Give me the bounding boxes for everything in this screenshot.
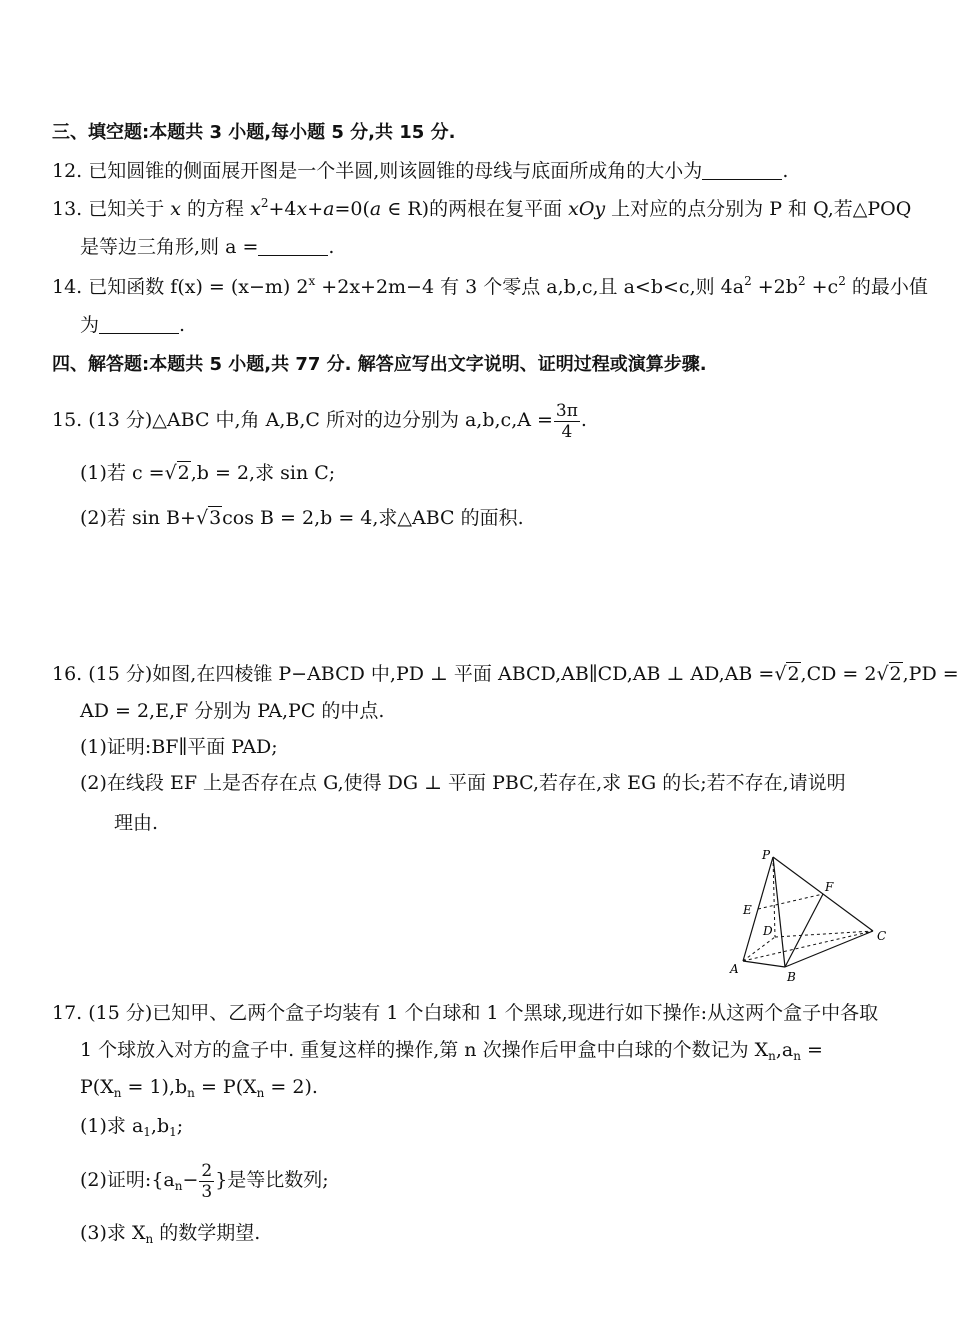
q17-s2den: 3 [201, 1181, 213, 1202]
question-15-part-2 [80, 505, 524, 531]
q14-sup4: 2 [838, 274, 846, 288]
edge-AD [743, 937, 775, 961]
q15-s2root: 3 [209, 507, 222, 529]
q14-sup3: 2 [797, 274, 806, 288]
q12-end: . [782, 160, 789, 182]
q13-eq-a: x [250, 198, 261, 220]
q13-p2: 的方程 [181, 198, 251, 220]
q17-s1b: ,b [150, 1115, 170, 1137]
question-14-line-2 [80, 312, 185, 338]
q16-line-2: AD = 2,E,F 分别为 PA,PC 的中点. [80, 700, 385, 722]
q14-p3: +2b [751, 276, 798, 298]
q14-p4: +c [805, 276, 839, 298]
q17-l3c: = P(X [194, 1076, 257, 1098]
question-16 [52, 661, 959, 687]
q12-answer-blank[interactable] [702, 159, 782, 180]
section-3-title: 三、填空题:本题共 3 小题,每小题 5 分,共 15 分. [52, 122, 456, 143]
q17-s2b: − [182, 1169, 199, 1191]
label-P: P [762, 848, 771, 862]
q15-s2b: cos B = 2,b = 4,求△ABC 的面积. [222, 507, 524, 529]
q13-p1: 13. 已知关于 [52, 198, 171, 220]
question-13 [52, 196, 911, 222]
q14-answer-blank[interactable] [99, 313, 179, 334]
pyramid-figure [725, 845, 895, 985]
q17-part-2 [80, 1158, 329, 1202]
q17-l2sub2: n [793, 1049, 801, 1063]
edge-AB [743, 961, 785, 967]
question-13-line-2 [80, 234, 334, 260]
q17-s2a: (2)证明:{a [80, 1169, 175, 1191]
q16-part-2-line-2: 理由. [114, 812, 159, 834]
q14-p5: 的最小值 [845, 276, 928, 298]
q17-s3a: (3)求 X [80, 1222, 146, 1244]
label-A: A [730, 962, 739, 976]
q17-part-3 [80, 1220, 260, 1246]
label-C: C [877, 929, 887, 943]
q13-plane: xOy [568, 198, 606, 220]
q17-l3d: = 2). [264, 1076, 318, 1098]
edge-DC [775, 931, 873, 937]
q17-s2num: 2 [201, 1160, 213, 1181]
q13-eq-b: +4 [268, 198, 297, 220]
q15-head: 15. (13 分)△ABC 中,角 A,B,C 所对的边分别为 a,b,c,A = [52, 409, 553, 431]
q14-p2: +2x+2m−4 有 3 个零点 a,b,c,且 a<b<c,则 4a [315, 276, 745, 298]
q17-s3sub: n [145, 1232, 154, 1246]
q17-line-3 [80, 1074, 318, 1100]
label-E: E [743, 903, 752, 917]
q13-eq-a-sup: 2 [260, 196, 269, 210]
q14-line2: 为 [80, 314, 100, 336]
label-F: F [825, 880, 834, 894]
q17-s1sub1: 1 [143, 1125, 151, 1139]
label-D: D [763, 924, 773, 938]
question-14 [52, 274, 928, 300]
q17-l3sub1: n [113, 1086, 122, 1100]
q17-line-2 [80, 1037, 823, 1063]
q13-eq-h: ∈ R)的两根在复平面 [381, 198, 569, 220]
q14-p1: 14. 已知函数 f(x) = (x−m) 2 [52, 276, 309, 298]
q15-s1b: ,b = 2,求 sin C; [190, 462, 336, 484]
q15-frac-den: 4 [561, 421, 573, 442]
q13-eq-f: =0( [334, 198, 370, 220]
sqrt-sign: √ [876, 663, 889, 685]
q17-line-1: 17. (15 分)已知甲、乙两个盒子均装有 1 个白球和 1 个黑球,现进行如下操作:从这两个盒子中各取 [52, 1002, 879, 1024]
q16-l1root2: 2 [889, 663, 902, 685]
q13-eq-c: x [296, 198, 308, 220]
q12-text: 12. 已知圆锥的侧面展开图是一个半圆,则该圆锥的母线与底面所成角的大小为 [52, 160, 703, 182]
q17-l3sub2: n [187, 1086, 195, 1100]
q16-part-1: (1)证明:BF∥平面 PAD; [80, 736, 278, 758]
q17-l2b: ,a [775, 1039, 794, 1061]
q13-eq-e: a [323, 198, 335, 220]
q17-l2c: = [800, 1039, 823, 1061]
q17-l2a: 1 个球放入对方的盒子中. 重复这样的操作,第 n 次操作后甲盒中白球的个数记为 X [80, 1039, 769, 1061]
question-15-part-1 [80, 460, 335, 486]
sqrt-sign: √ [164, 462, 177, 484]
q17-l3a: P(X [80, 1076, 114, 1098]
q16-l1c: ,PD = [902, 663, 959, 685]
q15-s1a: (1)若 c = [80, 462, 165, 484]
q14-sup2: 2 [744, 274, 752, 288]
sqrt-sign: √ [195, 507, 209, 529]
segment-EF [758, 894, 823, 909]
label-B: B [787, 970, 796, 984]
q16-l1a: 16. (15 分)如图,在四棱锥 P−ABCD 中,PD ⊥ 平面 ABCD,AB∥CD,AB ⊥ AD,AB = [52, 663, 775, 685]
q17-s3b: 的数学期望. [153, 1222, 261, 1244]
question-12 [52, 158, 788, 184]
q17-fraction [199, 1161, 214, 1202]
sqrt-sign: √ [774, 663, 787, 685]
q13-p3: 上对应的点分别为 P 和 Q,若△POQ [605, 198, 912, 220]
edge-BC [785, 931, 873, 967]
q15-frac-num: 3π [555, 400, 578, 421]
q17-s1a: (1)求 a [80, 1115, 144, 1137]
q14-end: . [179, 314, 186, 336]
q13-var-x: x [170, 198, 182, 220]
q13-end: . [328, 236, 335, 258]
q17-l3b: = 1),b [121, 1076, 188, 1098]
q13-eq-g: a [369, 198, 382, 220]
section-4-title: 四、解答题:本题共 5 小题,共 77 分. 解答应写出文字说明、证明过程或演算步骤. [52, 354, 707, 375]
q17-part-1 [80, 1113, 183, 1139]
q16-l1b: ,CD = 2 [800, 663, 877, 685]
q15-s1root: 2 [177, 462, 190, 484]
q13-eq-d: + [307, 198, 324, 220]
q15-fraction [554, 401, 580, 442]
q17-s1sub2: 1 [169, 1125, 177, 1139]
segment-BF [785, 894, 823, 967]
q17-s2c: }是等比数列; [215, 1169, 329, 1191]
question-15 [52, 398, 587, 442]
q15-end: . [580, 409, 587, 431]
q17-l3sub3: n [256, 1086, 265, 1100]
q16-part-2: (2)在线段 EF 上是否存在点 G,使得 DG ⊥ 平面 PBC,若存在,求 EG 的长;若不存在,请说明 [80, 772, 846, 794]
q17-l2sub1: n [768, 1049, 776, 1063]
q13-answer-blank[interactable] [258, 235, 328, 256]
q17-s2sub: n [174, 1179, 183, 1193]
q14-sup1: x [308, 274, 316, 288]
q15-s2a: (2)若 sin B+ [80, 507, 196, 529]
q17-s1c: ; [176, 1115, 184, 1137]
q13-line2: 是等边三角形,则 a = [80, 236, 259, 258]
q16-l1root1: 2 [787, 663, 800, 685]
